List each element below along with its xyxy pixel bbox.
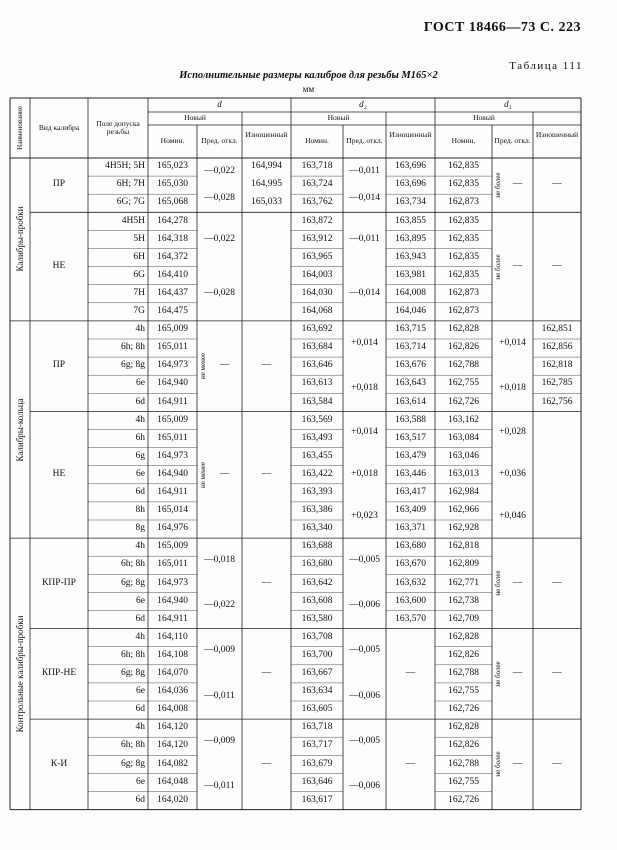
header-limit: Пред. откл. [201,136,238,146]
d1-nominal: 162,826 [448,342,479,353]
calibre-kind: ПР [52,360,66,371]
tolerance-field: 6d [135,704,145,715]
d-nominal: 164,110 [157,631,188,642]
header-nominal: Номин. [305,136,329,146]
d1-nominal: 162,826 [448,649,479,660]
d-worn: 165,033 [251,197,282,208]
header-new: Новый [327,113,350,123]
d2-nominal: 163,762 [301,197,333,208]
tolerance-field: 6e [136,468,145,479]
d-worn: 164,995 [251,179,282,190]
calibre-kind: НЕ [52,468,66,479]
d1-worn: 162,818 [541,360,573,371]
d2-nominal: 163,584 [301,396,333,407]
d1-nominal: 162,873 [448,197,479,208]
d1-nominal: 162,835 [448,179,479,190]
d-nominal: 164,318 [157,233,188,244]
d2-nominal: 164,030 [301,287,333,298]
d1-worn: — [552,260,562,271]
header-d2: d₂ [359,99,367,110]
d1-limit: +0,046 [499,511,526,522]
tolerance-field: 6g; 8g [120,577,145,588]
d2-worn: 163,696 [395,179,426,190]
d2-worn: 163,734 [395,197,426,208]
tolerance-field: 6h [135,432,145,443]
d2-worn: — [405,668,416,679]
d2-limit: —0,005 [349,554,380,565]
tolerance-field: 8h [135,505,145,516]
d1-nominal: 162,818 [448,541,479,552]
tolerance-field: 5H [133,233,145,244]
d2-limit: —0,011 [349,165,380,176]
d-nominal: 165,011 [157,342,188,353]
header-nominal: Номин. [451,136,476,146]
d1-nominal: 162,738 [448,595,479,606]
tolerance-field: 6e [136,776,145,787]
table-title: Исполнительные размеры калибров для резьбы М165×2 [179,70,438,81]
d1-nominal: 163,013 [448,468,479,479]
note-max: не более [494,253,502,280]
d2-worn: 163,600 [395,595,426,606]
calibre-kind: КПР-ПР [42,577,76,588]
d2-worn: 163,614 [395,396,426,407]
d-nominal: 164,036 [157,686,188,697]
note-min: не менее [199,461,207,488]
d1-nominal: 162,835 [448,161,479,172]
header-d: d [217,99,222,110]
d2-nominal: 163,422 [301,468,333,479]
d-worn: — [261,468,272,479]
d2-worn: 163,855 [395,215,426,226]
d-nominal: 164,940 [157,468,188,479]
d2-limit: +0,018 [351,468,378,479]
d2-limit: +0,023 [351,511,378,522]
d-limit: —0,022 [204,600,235,611]
d2-worn: 163,632 [395,577,426,588]
d2-worn: 163,446 [395,468,426,479]
tolerance-field: 4h [135,541,145,552]
d-nominal: 164,372 [157,251,188,262]
tolerance-field: 6H [133,251,145,262]
d2-limit: +0,018 [351,383,378,394]
d1-worn: 162,856 [541,342,573,353]
calibre-kind: КПР-НЕ [41,668,77,679]
d-nominal: 164,940 [157,378,188,389]
d-nominal: 164,108 [157,649,188,660]
d-nominal: 165,068 [157,197,188,208]
tolerance-field: 7G [133,306,145,317]
tolerance-field: 6g; 8g [120,758,145,769]
d1-nominal: 163,084 [448,432,479,443]
d-limit: —0,028 [204,287,235,298]
d2-nominal: 163,965 [301,251,333,262]
tolerance-field: 7H [133,287,145,298]
note-max: не более [494,661,502,687]
d-nominal: 165,009 [157,414,188,425]
d1-limit: — [512,260,523,271]
d-nominal: 164,048 [157,776,188,787]
d1-nominal: 162,788 [448,360,479,371]
d-nominal: 165,009 [157,324,188,335]
d-nominal: 164,475 [157,306,188,317]
d2-limit: —0,005 [349,645,380,656]
tolerance-field: 6d [135,487,145,498]
d2-worn: 163,417 [395,487,426,498]
d2-worn: 163,588 [395,414,426,425]
d1-nominal: 162,709 [448,613,479,624]
d2-nominal: 163,642 [301,577,333,588]
d2-nominal: 163,608 [301,595,333,606]
d2-worn: 163,715 [395,324,426,335]
d1-worn: — [552,577,562,588]
tolerance-field: 6h; 8h [120,342,145,353]
d1-nominal: 163,162 [448,414,479,425]
d2-nominal: 163,724 [301,179,333,190]
d1-nominal: 162,835 [448,269,479,280]
tolerance-field: 6g; 8g [120,360,145,371]
d1-nominal: 162,828 [448,631,479,642]
d-nominal: 165,030 [157,179,188,190]
header-kind: Вид калибра [38,122,80,132]
d2-nominal: 163,617 [301,794,333,805]
tolerance-field: 4h [135,324,145,335]
calibre-kind: ПР [52,179,66,190]
d1-nominal: 162,826 [448,740,479,751]
d-nominal: 164,082 [157,758,188,769]
d2-worn: 164,046 [395,306,426,317]
d2-worn: 163,714 [395,342,426,353]
d2-nominal: 163,684 [301,342,333,353]
d1-nominal: 162,984 [448,487,479,498]
d-limit: —0,009 [204,735,235,746]
note-max: не более [494,570,502,596]
header-limit: Пред. откл. [346,136,383,146]
d1-worn: 162,785 [541,378,573,389]
header-d1: d₁ [504,99,512,110]
d-worn: — [261,668,272,679]
d2-limit: +0,014 [351,337,378,348]
table-units: мм [302,84,315,94]
d1-nominal: 162,928 [448,523,479,534]
calibre-kind: НЕ [52,260,66,271]
d1-nominal: 162,788 [448,758,479,769]
d2-worn: 163,943 [395,251,426,262]
d-nominal: 164,911 [157,487,188,498]
d2-limit: —0,014 [349,287,380,298]
d-nominal: 165,014 [157,505,188,516]
d2-worn: 163,643 [395,378,426,389]
note-max: не более [494,172,502,198]
d-limit: — [219,468,230,479]
tolerance-field: 6e [136,378,145,389]
d2-limit: —0,006 [349,690,380,701]
d1-nominal: 162,726 [448,704,479,715]
d1-nominal: 162,755 [448,378,479,389]
d-limit: —0,028 [204,192,235,203]
d1-limit: — [512,668,523,679]
d2-limit: —0,014 [349,192,380,203]
d-nominal: 164,008 [157,704,188,715]
d1-nominal: 162,966 [448,505,479,516]
d2-limit: +0,014 [351,426,378,437]
d1-worn: 162,851 [541,324,573,335]
tolerance-field: 6d [135,396,145,407]
d2-nominal: 164,068 [301,306,333,317]
d1-nominal: 162,809 [448,559,479,570]
tolerance-field: 8g [135,523,145,534]
d-nominal: 164,120 [157,722,188,733]
d2-nominal: 163,680 [301,559,333,570]
d1-worn: 162,756 [541,396,573,407]
d-nominal: 164,120 [157,740,188,751]
d-nominal: 165,009 [157,541,188,552]
d-nominal: 164,973 [157,577,188,588]
table-number: Таблица 111 [509,60,583,72]
d2-nominal: 163,718 [301,161,333,172]
d2-nominal: 163,455 [301,450,333,461]
d2-worn: 163,670 [395,559,426,570]
d-limit: —0,022 [204,233,235,244]
d-nominal: 164,070 [157,668,188,679]
d-nominal: 165,011 [157,559,188,570]
d1-nominal: 162,755 [448,686,479,697]
tolerance-field: 6h; 8h [120,740,145,751]
d1-nominal: 162,873 [448,306,479,317]
d2-worn: 164,008 [395,287,426,298]
tolerance-field: 4H5H; 5H [105,161,145,172]
d2-worn: 163,895 [395,233,426,244]
d-nominal: 164,911 [157,613,188,624]
d1-nominal: 162,828 [448,722,479,733]
tolerance-field: 4h [135,722,145,733]
d2-nominal: 163,393 [301,487,333,498]
tolerance-field: 6g [135,450,145,461]
tolerance-field: 6G; 7G [116,197,145,208]
d2-worn: 163,517 [395,432,426,443]
d1-nominal: 162,835 [448,215,479,226]
d2-worn: 163,680 [395,541,426,552]
d2-nominal: 163,634 [301,686,333,697]
group-label: Калибры-кольца [15,397,25,462]
d-limit: — [219,360,230,371]
tolerance-field: 6h; 8h [120,559,145,570]
d-limit: —0,022 [204,165,235,176]
d-limit: —0,009 [204,645,235,656]
header-worn: Изношенный [535,129,579,139]
d-nominal: 164,911 [157,396,188,407]
d2-nominal: 163,493 [301,432,333,443]
d2-nominal: 163,580 [301,613,333,624]
d1-limit: +0,028 [499,426,526,437]
d1-nominal: 162,788 [448,668,479,679]
d2-nominal: 163,386 [301,505,333,516]
d1-nominal: 162,726 [448,396,479,407]
header-worn: Изношенный [245,129,288,139]
tolerance-field: 6d [135,613,145,624]
d1-limit: — [512,758,523,769]
header-name: Наименование [16,106,24,150]
d2-nominal: 163,679 [301,758,333,769]
d2-worn: 163,676 [395,360,426,371]
tolerance-field: 6g; 8g [120,668,145,679]
d2-limit: —0,006 [349,600,380,611]
d-nominal: 165,023 [157,161,188,172]
d2-nominal: 163,717 [301,740,333,751]
d1-limit: +0,036 [499,468,526,479]
d-worn: — [261,577,272,588]
d2-worn: 163,981 [395,269,426,280]
tolerance-field: 4H5H [121,215,145,226]
d-worn: — [261,758,272,769]
d1-nominal: 162,755 [448,776,479,787]
d2-nominal: 163,700 [301,649,333,660]
header-worn: Изношенный [389,129,432,139]
d1-nominal: 162,835 [448,233,479,244]
tolerance-field: 6e [136,686,145,697]
d-nominal: 164,973 [157,360,188,371]
note-max: не более [494,751,502,777]
d2-nominal: 164,003 [301,269,333,280]
d1-worn: — [552,179,562,190]
d2-worn: 163,371 [395,523,426,534]
d1-nominal: 163,046 [448,450,479,461]
d1-limit: — [512,179,523,190]
note-min: не менее [199,353,207,380]
d-nominal: 164,278 [157,215,188,226]
d-nominal: 164,976 [157,523,188,534]
d1-nominal: 162,828 [448,324,479,335]
d-worn: 164,994 [251,161,282,172]
d2-nominal: 163,718 [301,722,333,733]
d2-nominal: 163,646 [301,776,333,787]
d-nominal: 164,020 [157,794,188,805]
d1-limit: — [512,577,523,588]
d2-worn: 163,696 [395,161,426,172]
d2-worn: 163,570 [395,613,426,624]
d-nominal: 165,011 [157,432,188,443]
d2-worn: — [405,758,416,769]
d-worn: — [261,360,272,371]
tolerance-field: 6G [133,269,145,280]
d2-limit: —0,011 [349,233,380,244]
tolerance-field: 6H; 7H [116,179,145,190]
d2-limit: —0,006 [349,781,380,792]
d-limit: —0,011 [204,690,235,701]
header-new: Новый [184,113,206,123]
tolerance-field: 4h [135,631,145,642]
d1-worn: — [552,758,562,769]
group-label: Контрольные калибры-пробки [15,615,25,733]
calibre-kind: К-И [50,758,68,769]
tolerance-field: 6e [136,595,145,606]
d2-limit: —0,005 [349,735,380,746]
d2-nominal: 163,708 [301,631,333,642]
d-limit: —0,011 [204,781,235,792]
tolerance-field: 6h; 8h [120,649,145,660]
d1-limit: +0,014 [499,337,526,348]
d2-nominal: 163,667 [301,668,333,679]
d2-nominal: 163,340 [301,523,333,534]
d2-worn: 163,479 [395,450,426,461]
d1-nominal: 162,835 [448,251,479,262]
d-limit: —0,018 [204,554,235,565]
d2-nominal: 163,569 [301,414,333,425]
header-new: Новый [473,113,495,123]
header-tolerance: Поле допуска резьбы [96,118,140,136]
tolerance-field: 6d [135,794,145,805]
d2-nominal: 163,912 [301,233,333,244]
d1-worn: — [552,668,562,679]
d-nominal: 164,940 [157,595,188,606]
header-nominal: Номин. [160,136,185,146]
d2-nominal: 163,688 [301,541,333,552]
group-label: Калибры-пробки [15,206,25,272]
d2-nominal: 163,692 [301,324,333,335]
d-nominal: 164,437 [157,287,188,298]
header-limit: Пред. откл. [494,136,531,146]
d1-nominal: 162,726 [448,794,479,805]
d2-worn: 163,409 [395,505,426,516]
d2-nominal: 163,613 [301,378,333,389]
d-nominal: 164,410 [157,269,188,280]
d-nominal: 164,973 [157,450,188,461]
d1-nominal: 162,873 [448,287,479,298]
d2-nominal: 163,872 [301,215,333,226]
tolerance-field: 4h [135,414,145,425]
d1-limit: +0,018 [499,383,526,394]
page-header: ГОСТ 18466—73 С. 223 [423,20,581,35]
d1-nominal: 162,771 [448,577,479,588]
d2-nominal: 163,646 [301,360,333,371]
d2-nominal: 163,605 [301,704,333,715]
